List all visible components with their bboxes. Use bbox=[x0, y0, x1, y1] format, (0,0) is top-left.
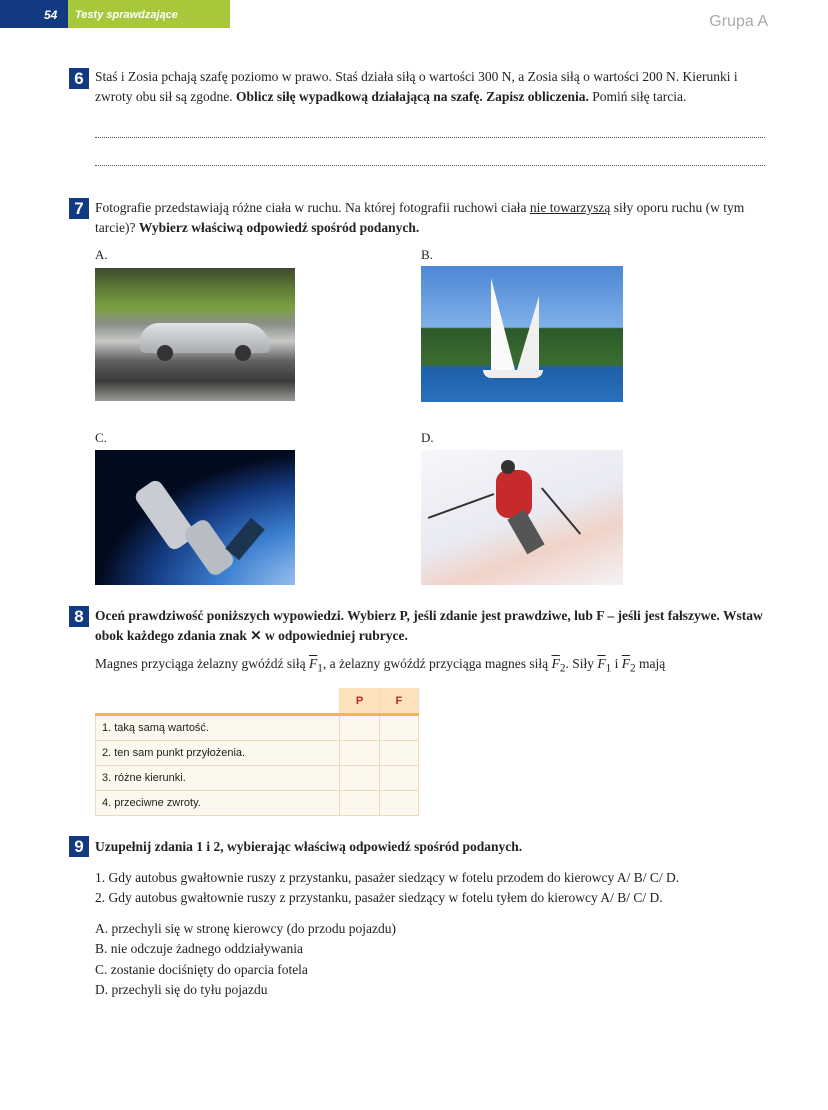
answer-line-2[interactable] bbox=[95, 165, 765, 166]
section-title: Testy sprawdzające bbox=[75, 9, 178, 21]
statement: 2. ten sam punkt przyłożenia. bbox=[96, 741, 340, 766]
answer-option: C. zostanie dociśnięty do oparcia fotela bbox=[95, 962, 308, 977]
q6-instruction: Oblicz siłę wypadkową działającą na szafę. Zapisz obliczenia. bbox=[235, 89, 589, 104]
photo-skier bbox=[421, 450, 623, 585]
ski-pole bbox=[428, 493, 494, 519]
q7-instruction: Wybierz właściwą odpowiedź spośród podanych. bbox=[138, 220, 420, 235]
question-7-number: 7 bbox=[69, 198, 89, 219]
question-8-number: 8 bbox=[69, 606, 89, 627]
vector-f2-sub: 2 bbox=[559, 662, 566, 675]
q9-instruction: Uzupełnij zdania 1 i 2, wybierając właściwą odpowiedź spośród podanych. bbox=[95, 839, 523, 854]
f-cell[interactable] bbox=[379, 715, 418, 741]
sail bbox=[491, 278, 515, 370]
table-row bbox=[96, 715, 419, 741]
answer-option: B. nie odczuje żadnego oddziaływania bbox=[95, 941, 304, 956]
p-cell[interactable] bbox=[340, 715, 379, 741]
question-6-text bbox=[95, 67, 775, 107]
sail bbox=[517, 296, 539, 370]
question-6-number: 6 bbox=[69, 68, 89, 89]
ski-pole bbox=[541, 487, 581, 534]
q8-intro-c: . Siły bbox=[565, 656, 598, 671]
answer-option: A. przechyli się w stronę kierowcy (do przodu pojazdu) bbox=[95, 921, 397, 936]
q6-tail: Pomiń siłę tarcia. bbox=[588, 89, 687, 104]
vector-f2: $\overline{F}$ bbox=[551, 656, 560, 671]
table-row bbox=[96, 741, 419, 766]
statement: 1. taką samą wartość. bbox=[96, 715, 340, 741]
photo-space-station bbox=[95, 450, 295, 585]
answer-line-1[interactable] bbox=[95, 137, 765, 138]
vector-f1: $\overline{F}$ bbox=[309, 656, 318, 671]
f-cell[interactable] bbox=[379, 791, 418, 816]
page-number: 54 bbox=[44, 8, 58, 22]
header-page-number-block bbox=[0, 0, 68, 28]
vector-f1: $\overline{F}$ bbox=[597, 656, 606, 671]
option-b-label: B. bbox=[421, 247, 433, 262]
vector-f2-sub: 2 bbox=[629, 662, 636, 675]
q7-text2: siły oporu ruchu (w tym tarcie)? bbox=[95, 200, 745, 235]
statement: 4. przeciwne zwroty. bbox=[96, 791, 340, 816]
sentence: 2. Gdy autobus gwałtownie ruszy z przystanku, pasażer siedzący w fotelu tyłem do kierowcy A/ B/ C/ D. bbox=[95, 890, 663, 905]
q8-intro-e: mają bbox=[635, 656, 666, 671]
photo-sailboat bbox=[421, 266, 623, 402]
question-7-text bbox=[95, 198, 775, 238]
p-cell[interactable] bbox=[340, 741, 379, 766]
option-c-label: C. bbox=[95, 430, 107, 445]
sentence: 1. Gdy autobus gwałtownie ruszy z przystanku, pasażer siedzący w fotelu przodem do kierowcy A/ B/ C/ D. bbox=[95, 870, 680, 885]
f-cell[interactable] bbox=[379, 766, 418, 791]
p-cell[interactable] bbox=[340, 791, 379, 816]
p-cell[interactable] bbox=[340, 766, 379, 791]
q8-intro-b: , a żelazny gwóźdź przyciąga magnes siłą bbox=[322, 656, 552, 671]
table-row bbox=[96, 766, 419, 791]
car-wheel bbox=[157, 345, 173, 361]
q8-intro bbox=[95, 654, 665, 679]
skier-helmet bbox=[501, 460, 515, 474]
question-9-number: 9 bbox=[69, 836, 89, 857]
vector-f2: $\overline{F}$ bbox=[621, 656, 630, 671]
solar-panel bbox=[225, 518, 265, 560]
q8-instruction: Oceń prawdziwość poniższych wypowiedzi. Wybierz P, jeśli zdanie jest prawdziwe, lub F – jeśli jest fałszywe. Wstaw obok każdego zdania znak ✕ w odpowiedniej rubryce. bbox=[95, 608, 763, 643]
q6-text: Staś i Zosia pchają szafę poziomo w prawo. Staś działa siłą o wartości 300 N, a Zosia siłą o wartości 200 N. Kierunki i zwroty obu sił są zgodne. bbox=[95, 69, 738, 104]
group-label: Grupa A bbox=[709, 13, 768, 30]
answer-option: D. przechyli się do tyłu pojazdu bbox=[95, 982, 268, 997]
column-p: P bbox=[340, 688, 379, 715]
skier-legs bbox=[507, 510, 544, 555]
f-cell[interactable] bbox=[379, 741, 418, 766]
table-header-empty bbox=[96, 688, 340, 715]
skier-jacket bbox=[496, 470, 532, 518]
table-row bbox=[96, 791, 419, 816]
true-false-table bbox=[95, 688, 419, 816]
photo-car bbox=[95, 268, 295, 401]
option-a-label: A. bbox=[95, 247, 108, 262]
statement: 3. różne kierunki. bbox=[96, 766, 340, 791]
q7-underlined: nie towarzyszą bbox=[529, 200, 611, 215]
vector-f1-sub: 1 bbox=[605, 662, 612, 675]
vector-f1-sub: 1 bbox=[317, 662, 323, 675]
q8-intro-d: i bbox=[611, 656, 622, 671]
option-d-label: D. bbox=[421, 430, 434, 445]
boat-hull bbox=[483, 370, 543, 378]
q7-text: Fotografie przedstawiają różne ciała w ruchu. Na której fotografii ruchowi ciała bbox=[95, 200, 530, 215]
question-8-text bbox=[95, 606, 775, 646]
car-wheel bbox=[235, 345, 251, 361]
question-9-text bbox=[95, 837, 775, 857]
column-f: F bbox=[379, 688, 418, 715]
q8-intro-a: Magnes przyciąga żelazny gwóźdź siłą bbox=[95, 656, 310, 671]
